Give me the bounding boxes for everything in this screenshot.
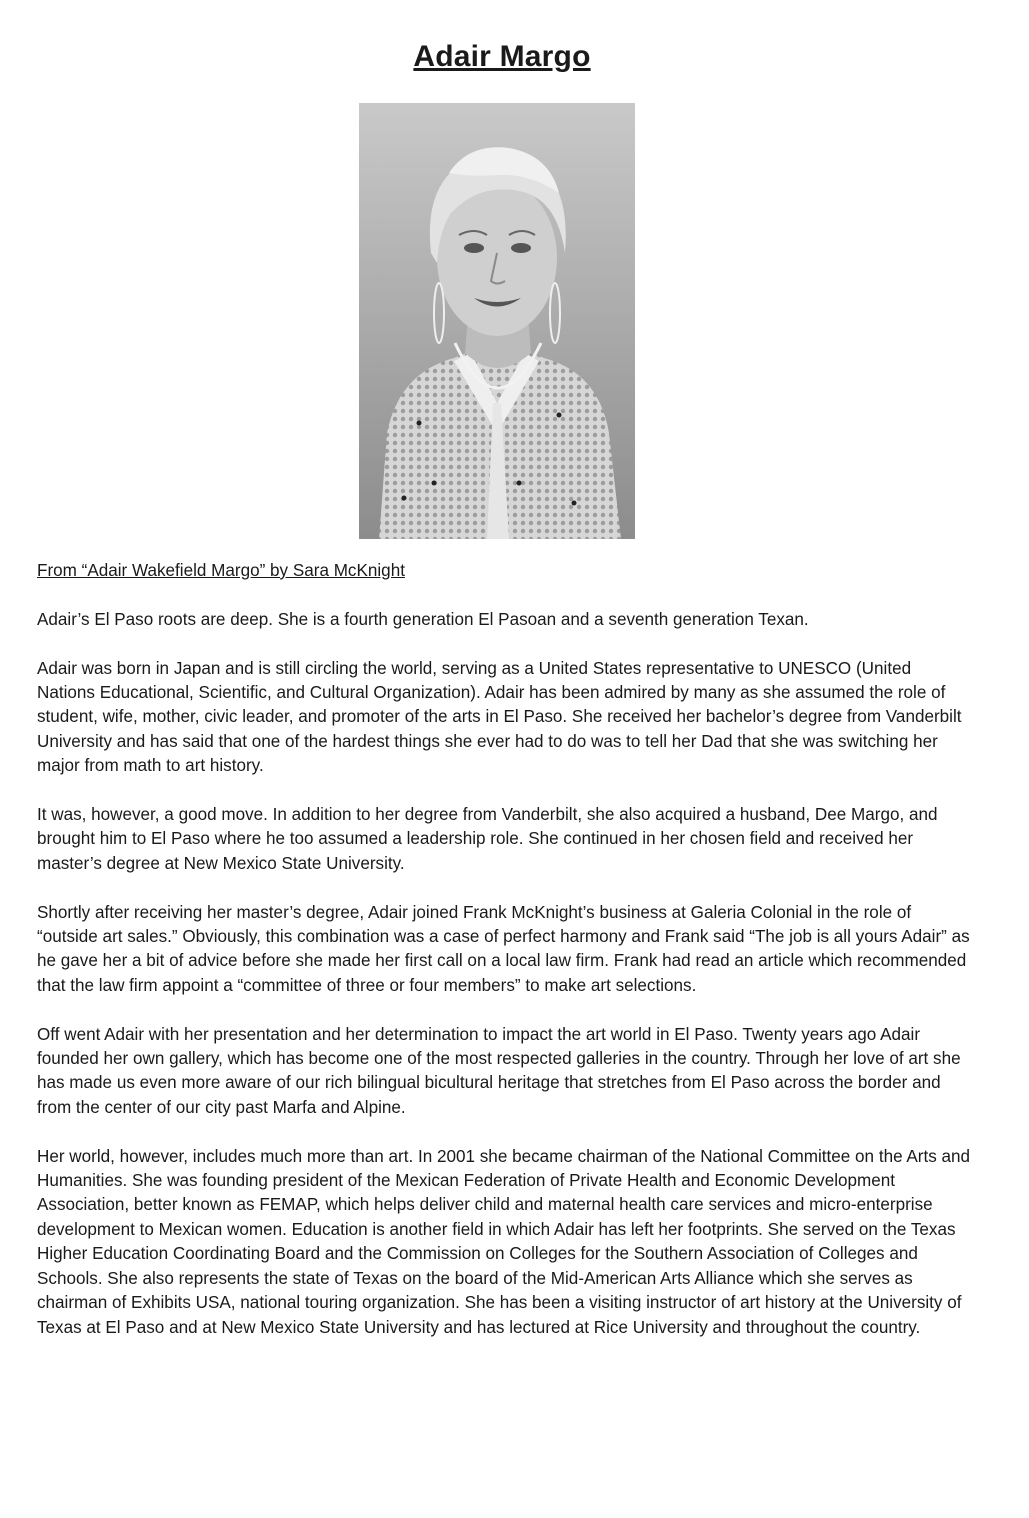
paragraph-3: It was, however, a good move. In addition to her degree from Vanderbilt, she also acquired a husband, Dee Margo, and brought him to El Paso where he too assumed a leadership role. She continued in her chosen field and received her master’s degree at New Mexico State University.	[37, 805, 938, 873]
page-title: Adair Margo	[413, 40, 591, 73]
paragraph-2: Adair was born in Japan and is still circling the world, serving as a United States representative to UNESCO (United Nations Educational, Scientific, and Cultural Organization). Adair has been admired by many as she assumed the role of student, wife, mother, civic leader, and promoter of the arts in El Paso. She received her bachelor’s degree from Vanderbilt University and has said that one of the hardest things she ever had to do was to tell her Dad that she was switching her major from math to art history.	[37, 658, 962, 776]
portrait-photo-icon	[359, 103, 635, 539]
portrait-photo	[359, 103, 635, 539]
paragraph-5: Off went Adair with her presentation and her determination to impact the art world in El Paso. Twenty years ago Adair founded her own gallery, which has become one of the most respected galleries in the country. Through her love of art she has made us even more aware of our rich bilingual bicultural heritage that stretches from El Paso across the border and from the center of our city past Marfa and Alpine.	[37, 1024, 961, 1117]
paragraph-1: Adair’s El Paso roots are deep. She is a fourth generation El Pasoan and a seventh generation Texan.	[37, 609, 809, 629]
paragraph-6: Her world, however, includes much more than art. In 2001 she became chairman of the National Committee on the Arts and Humanities. She was founding president of the Mexican Federation of Private Health and Economic Development Association, better known as FEMAP, which helps deliver child and maternal health care services and micro-enterprise development to Mexican women. Education is another field in which Adair has left her footprints. She served on the Texas Higher Education Coordinating Board and the Commission on Colleges for the Southern Association of Colleges and Schools. She also represents the state of Texas on the board of the Mid-American Arts Alliance which she serves as chairman of Exhibits USA, national touring organization. She has been a visiting instructor of art history at the University of Texas at El Paso and at New Mexico State University and has lectured at Rice University and throughout the country.	[37, 1146, 971, 1337]
source-line: From “Adair Wakefield Margo” by Sara McKnight	[37, 561, 405, 580]
paragraph-4: Shortly after receiving her master’s degree, Adair joined Frank McKnight’s business at Galeria Colonial in the role of “outside art sales.” Obviously, this combination was a case of perfect harmony and Frank said “The job is all yours Adair” as he gave her a bit of advice before she made her first call on a local law firm. Frank had read an article which recommended that the law firm appoint a “committee of three or four members” to make art selections.	[37, 902, 970, 995]
article-body	[37, 559, 972, 1364]
